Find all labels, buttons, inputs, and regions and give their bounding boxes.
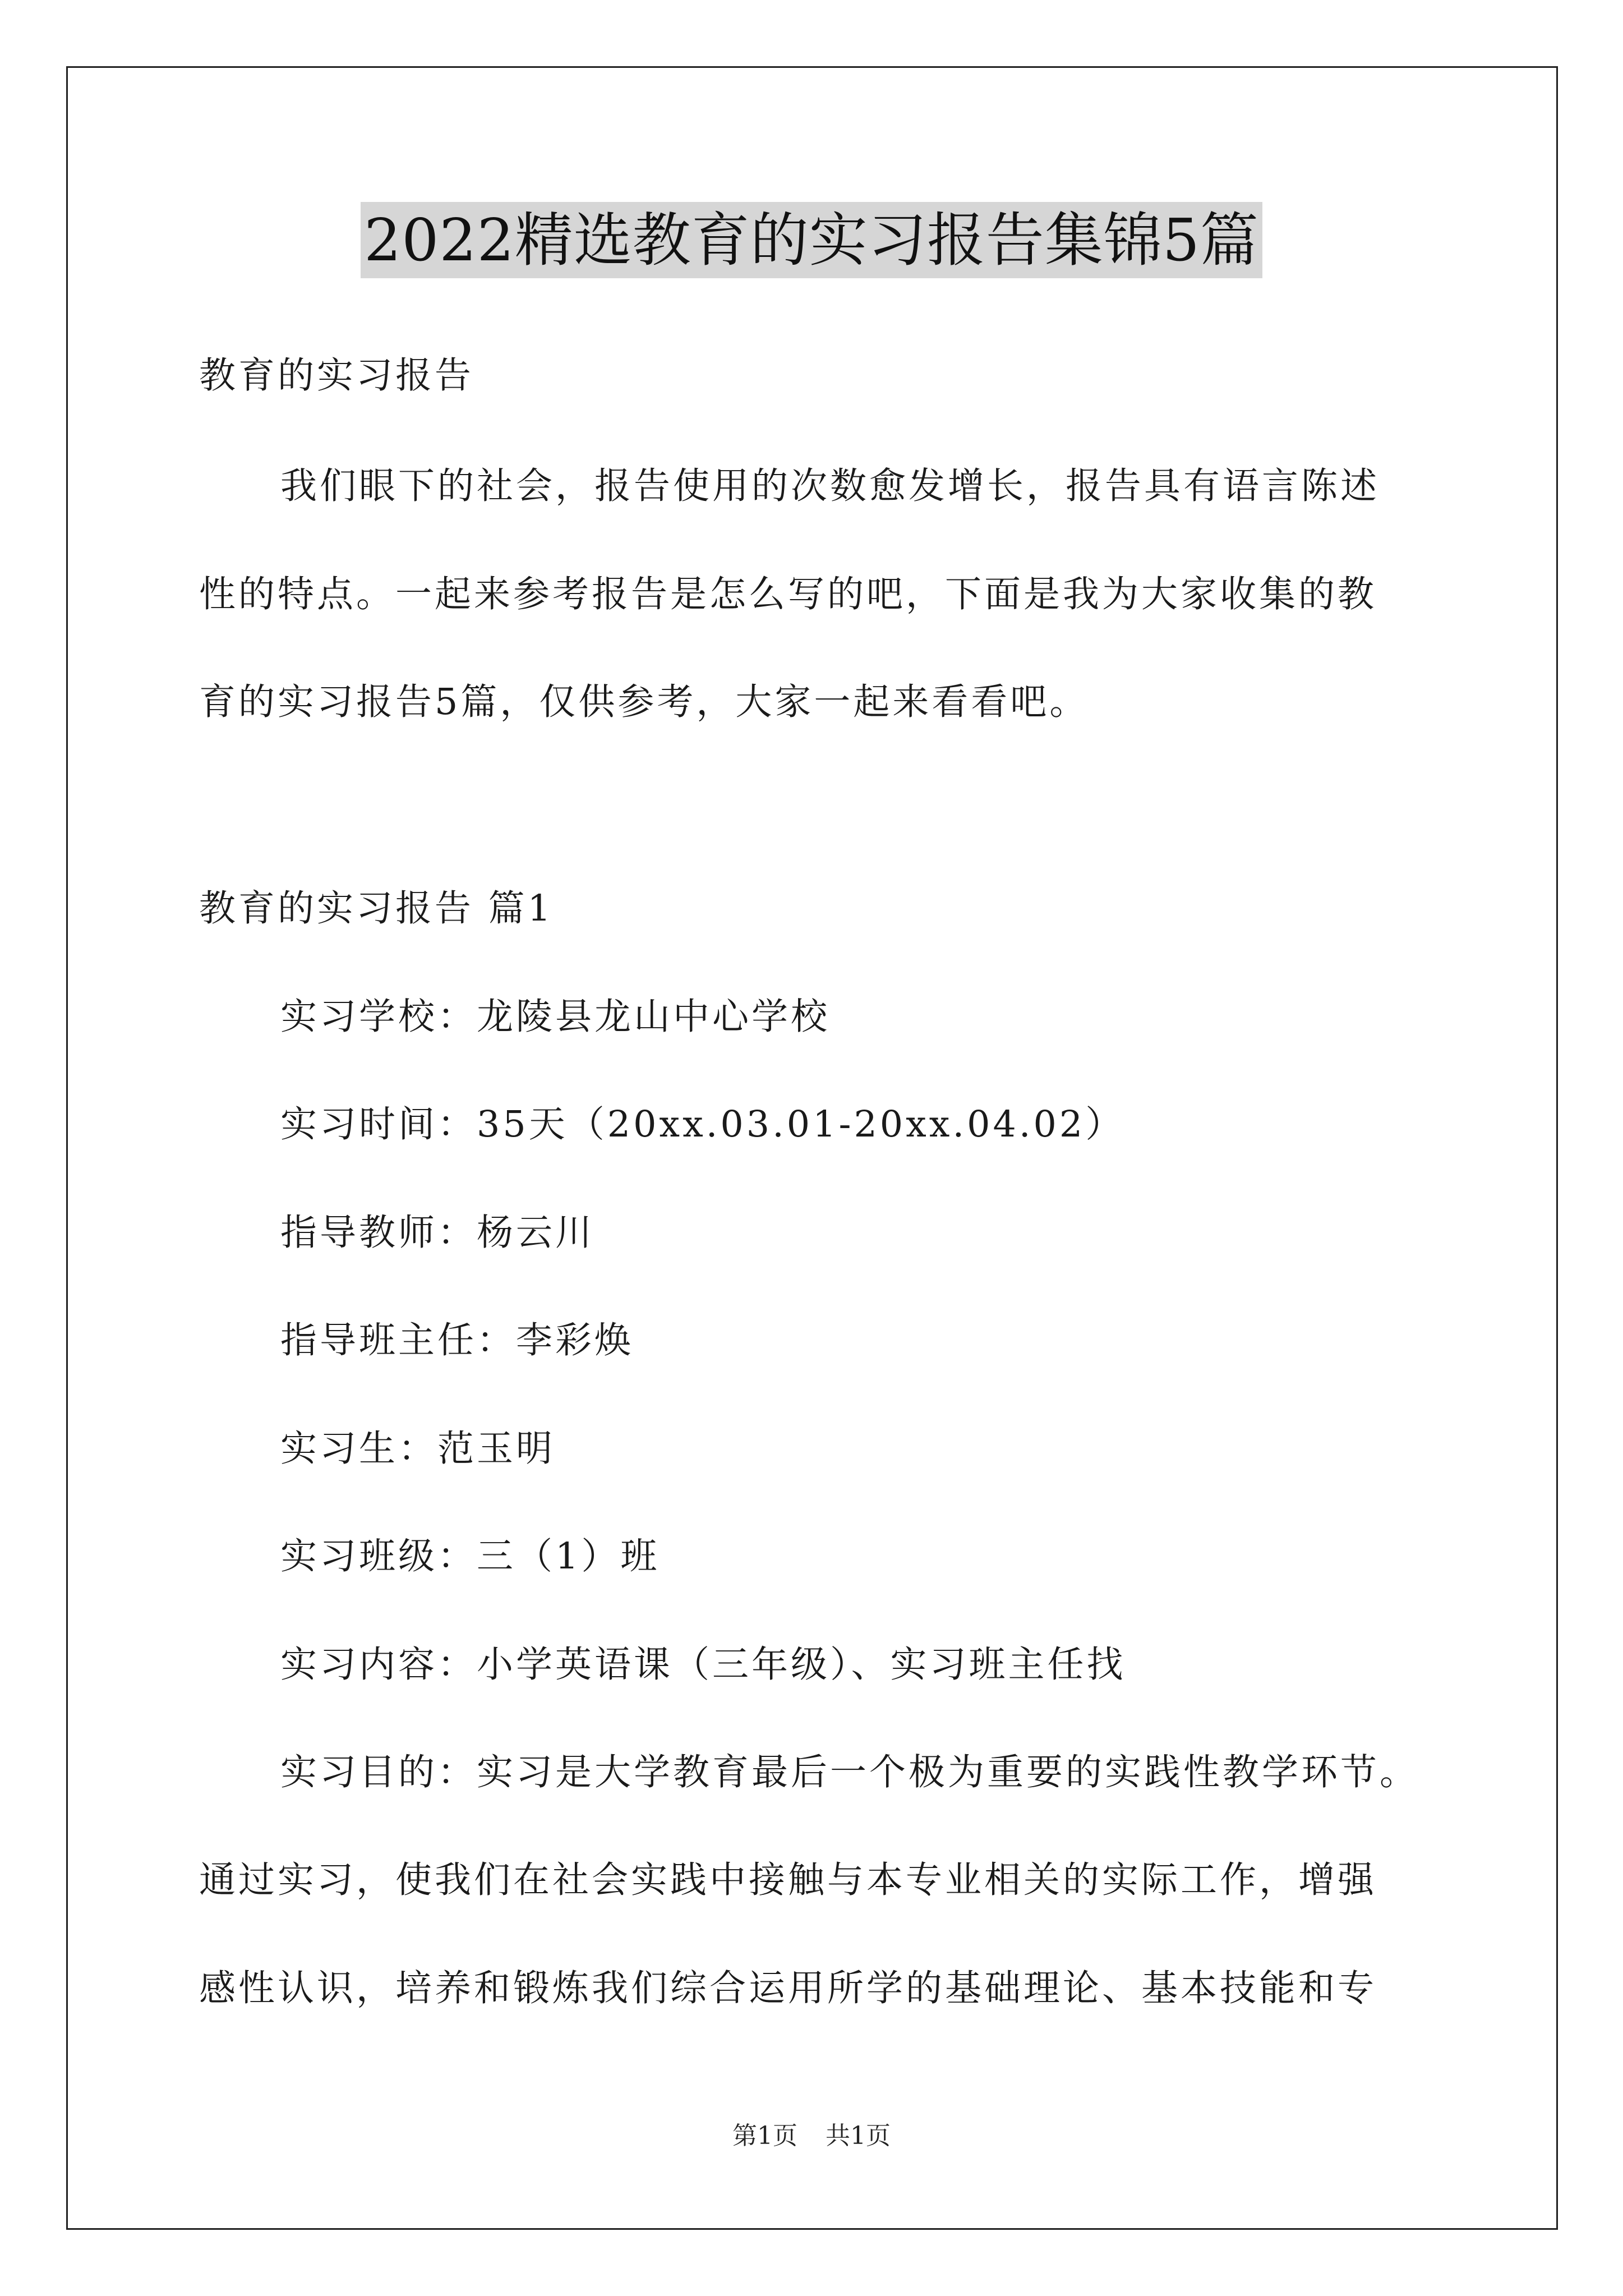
field-line: 指导班主任：李彩焕 [280, 1319, 634, 1361]
page-number-total: 共1页 [826, 2122, 891, 2150]
intro-paragraph-line: 我们眼下的社会，报告使用的次数愈发增长，报告具有语言陈述 [280, 465, 1380, 507]
section-heading: 教育的实习报告 篇1 [199, 887, 554, 930]
field-line: 实习学校：龙陵县龙山中心学校 [280, 996, 831, 1038]
purpose-paragraph-line: 实习目的：实习是大学教育最后一个极为重要的实践性教学环节。 [280, 1751, 1419, 1793]
field-line: 实习时间：35天（20xx.03.01-20xx.04.02） [280, 1103, 1125, 1145]
field-line: 指导教师：杨云川 [280, 1212, 595, 1254]
intro-heading: 教育的实习报告 [199, 355, 474, 397]
document-title: 2022精选教育的实习报告集锦5篇 [361, 202, 1262, 278]
field-line: 实习内容：小学英语课（三年级）、实习班主任找 [280, 1644, 1126, 1686]
page-number-current: 第1页 [732, 2122, 797, 2150]
intro-paragraph-line: 育的实习报告5篇，仅供参考，大家一起来看看吧。 [199, 681, 1089, 723]
purpose-paragraph-line: 通过实习，使我们在社会实践中接触与本专业相关的实际工作，增强 [199, 1859, 1377, 1901]
purpose-paragraph-line: 感性认识，培养和锻炼我们综合运用所学的基础理论、基本技能和专 [199, 1967, 1377, 2009]
field-line: 实习班级：三（1）班 [280, 1535, 660, 1577]
page-footer [0, 2120, 1623, 2152]
title-container [0, 202, 1623, 278]
field-line: 实习生：范玉明 [280, 1428, 556, 1470]
intro-paragraph-line: 性的特点。一起来参考报告是怎么写的吧，下面是我为大家收集的教 [199, 573, 1377, 615]
